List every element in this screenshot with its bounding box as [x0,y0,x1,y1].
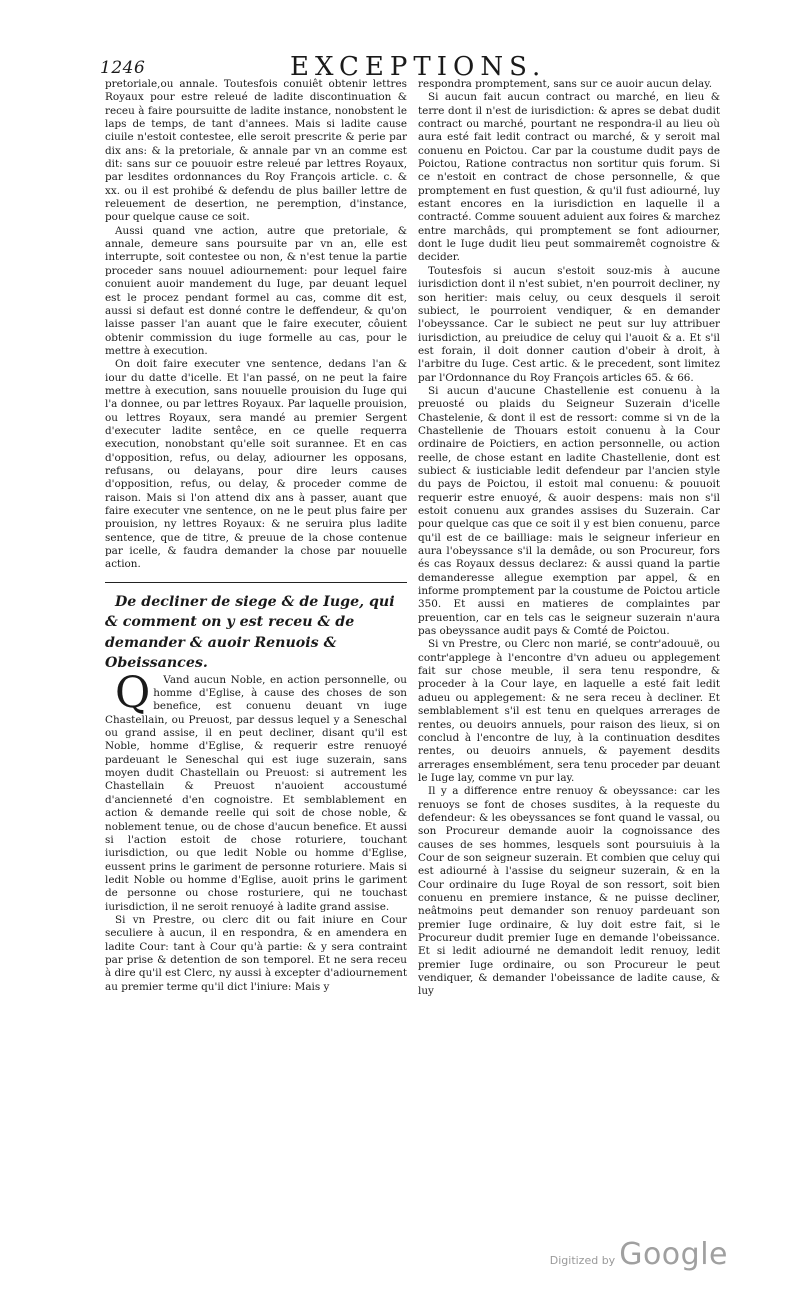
paragraph: pretoriale,ou annale. Toutesfois conuiêt obtenir lettres Royaux pour estre releué de ladite discontinuation & receu à faire poursuitte de ladite instance, nonobstent le laps de temps, de tant d'annees. Mais si ladite cause ciuile n'estoit contestee, elle seroit prescrite & perie par dix ans: & la pretoriale, & annale par vn an comme est dit: sans sur ce pouuoir estre releué par lettres Royaux, par lesdites ordonnances du Roy François article. c. & xx. ou il est prohibé & defendu de plus bailler lettre de releuement de desertion, ne peremption, d'instance, pour quelque cause ce soit. [105,78,407,224]
drop-cap: Q [115,667,151,718]
paragraph: Si vn Prestre, ou Clerc non marié, se contr'adouuë, ou contr'applege à l'encontre d'vn adueu ou applegement fait sur chose meuble, il sera tenu respondre, & proceder à la Cour laye, en laquelle a esté fait ledit adueu ou applegement: & ne sera receu à decliner. Et semblablement s'il est tenu en quelques arrerages de rentes, ou deuoirs annuels, pour raison des lieux, si on conclud à l'encontre de luy, à la continuation desdites rentes, ou deuoirs annuels, & payement desdits arrerages ensemblément, sera tenu proceder par deuant le Iuge lay, comme vn pur lay. [418,638,720,784]
section-heading: De decliner de siege & de Iuge, qui & comment on y est receu & de demander & auoir Renuois & Obeissances. [105,593,395,672]
paragraph: Si aucun fait aucun contract ou marché, en lieu & terre dont il n'est de iurisdiction: & apres se debat dudit contract ou marché, pourtant ne respondra-il au lieu où aura esté fait ledit contract ou marché, & y seroit mal conuenu en Poictou. Car par la coustume dudit pays de Poictou, Ratione contractus non sortitur quis forum. Si ce n'estoit en contract de chose personnelle, & que promptement en fust question, & qu'il fust adiourné, luy estant encores en la iurisdiction en laquelle il a contracté. Comme souuent aduient aux foires & marchez entre marchâds, qui promptement se font adiourner, dont le Iuge dudit lieu peut sommairemêt cognoistre & decider. [418,91,720,264]
left-column [105,78,407,1248]
google-logo: Google [619,1237,728,1272]
paragraph: respondra promptement, sans sur ce auoir aucun delay. [418,78,713,90]
paragraph: On doit faire executer vne sentence, dedans l'an & iour du datte d'icelle. Et l'an passé, on ne peut la faire mettre à execution, sans nouuelle prouision du Iuge qui l'a donnee, ou par lettres Royaux. Par laquelle prouision, ou lettres Royaux, sera mandé au premier Sergent d'executer ladite sentêce, en ce quelle requerra execution, nonobstant qu'elle soit surannee. Et en cas d'opposition, refus, ou delay, adiourner les opposans, refusans, ou delayans, pour dire leurs causes d'opposition, refus, ou delay, & proceder comme de raison. Mais si l'on attend dix ans à passer, auant que faire executer vne sentence, on ne le peut plus faire per prouision, ny lettres Royaux: & ne seruira plus ladite sentence, que de titre, & preuue de la chose contenue par icelle, & faudra demander la chose par nouuelle action. [105,358,407,571]
dropcap-paragraph-text: Vand aucun Noble, en action personnelle, ou homme d'Eglise, à cause des choses de son benefice, est conuenu deuant vn iuge Chastellain, ou Preuost, par dessus lequel y a Seneschal ou grand assise, il en peut decliner, disant qu'il est Noble, homme d'Eglise, & requerir estre renuoyé pardeuant le Seneschal qui est iuge suzerain, sans moyen dudit Chastellain ou Preuost: si autrement les Chastellain & Preuost n'auoient accoustumé d'ancienneté d'en cognoistre. Et semblablement en action & demande reelle qui soit de chose noble, & noblement tenue, ou de chose d'aucun benefice. Et aussi si l'action estoit de chose roturiere, touchant iurisdiction, ou que ledit Noble ou homme d'Eglise, eussent prins le gariment de personne roturiere. Mais si ledit Noble ou homme d'Eglise, auoit prins le gariment de personne ou chose rosturiere, qui ne touchast iurisdiction, il ne seroit renuoyé à ladite grand assise. [105,673,407,913]
section-divider [105,582,407,583]
paragraph: Il y a difference entre renuoy & obeyssance: car les renuoys se font de choses susdites, à la requeste du defendeur: & les obeyssances se font quand le vassal, ou son Procureur demande auoir la cognoissance des causes de ses hommes, lesquels sont poursuiuis à la Cour de son seigneur suzerain. Et combien que celuy qui est adiourné à l'assise du seigneur suzerain, & en la Cour ordinaire du Iuge Royal de son ressort, soit bien conuenu en premiere instance, & ne puisse decliner, neâtmoins peut demander son renuoy pardeuant son premier Iuge ordinaire, & luy doit estre fait, si le Procureur dudit premier Iuge en demande l'obeissance. Et si ledit adiourné ne demandoit ledit renuoy, ledit premier Iuge ordinaire, ou son Procureur le peut vendiquer, & demander l'obeissance de ladite cause, & luy [418,785,720,998]
paragraph: Si aucun d'aucune Chastellenie est conuenu à la preuosté ou plaids du Seigneur Suzerain d'icelle Chastelenie, & dont il est de ressort: comme si vn de la Chastellenie de Thouars estoit conuenu à la Cour ordinaire de Poictiers, en action personnelle, ou action reelle, de chose estant en ladite Chastellenie, dont est subiect & iusticiable ledit defendeur par l'ancien style du pays de Poictou, il estoit mal conuenu: & pouuoit requerir estre enuoyé, & auoir despens: mais non s'il estoit conuenu aux grandes assises du Suzerain. Car pour quelque cas que ce soit il y est bien conuenu, parce qu'il est de ce bailliage: mais le seigneur inferieur en aura l'obeyssance s'il la demâde, ou son Procureur, fors és cas Royaux dessus declarez: & aussi quand la partie demanderesse allegue exemption par appel, & en informe promptement par la coustume de Poictou article 350. Et aussi en matieres de complaintes par preuention, car en tels cas le seigneur suzerain n'aura pas obeyssance audit pays & Comté de Poictou. [418,384,720,638]
dropcap-paragraph [105,667,407,914]
paragraph: Si vn Prestre, ou clerc dit ou fait iniure en Cour seculiere à aucun, il en respondra, & en amendera en ladite Cour: tant à Cour qu'à partie: & y sera contraint par prise & detention de son temporel. Et ne sera receu à dire qu'il est Clerc, ny aussi à excepter d'adiournement au premier terme qu'il dict l'iniure: Mais y [105,913,407,993]
paragraph: Aussi quand vne action, autre que pretoriale, & annale, demeure sans poursuite par vn an, elle est interrupte, soit contestee ou non, & n'est tenue la partie proceder sans nouuel adiournement: pour lequel faire conuient auoir mandement du Iuge, par deuant lequel est le procez pendant formel au cas, comme dit est, aussi si defaut est donné contre le deffendeur, & qu'on laisse passer l'an auant que le faire executer, côuient obtenir commission du iuge formelle au cas, pour le mettre à execution. [105,224,407,357]
watermark-prefix: Digitized by [549,1254,616,1267]
running-title: EXCEPTIONS. [290,52,547,82]
right-column [418,78,720,1248]
digitized-watermark [550,1237,728,1272]
paragraph: Toutesfois si aucun s'estoit souz-mis à aucune iurisdiction dont il n'est subiet, n'en pourroit decliner, ny son heritier: mais celuy, ou ceux desquels il seroit subiect, le pourroient vendiquer, & en demander l'obeyssance. Car le subiect ne peut sur luy attribuer iurisdiction, au preiudice de celuy qui l'auoit & a. Et s'il est forain, il doit donner caution d'obeir à droit, à l'arbitre du Iuge. Cest artic. & le precedent, sont limitez par l'Ordonnance du Roy François articles 65. & 66. [418,264,720,384]
page-number: 1246 [100,58,146,78]
